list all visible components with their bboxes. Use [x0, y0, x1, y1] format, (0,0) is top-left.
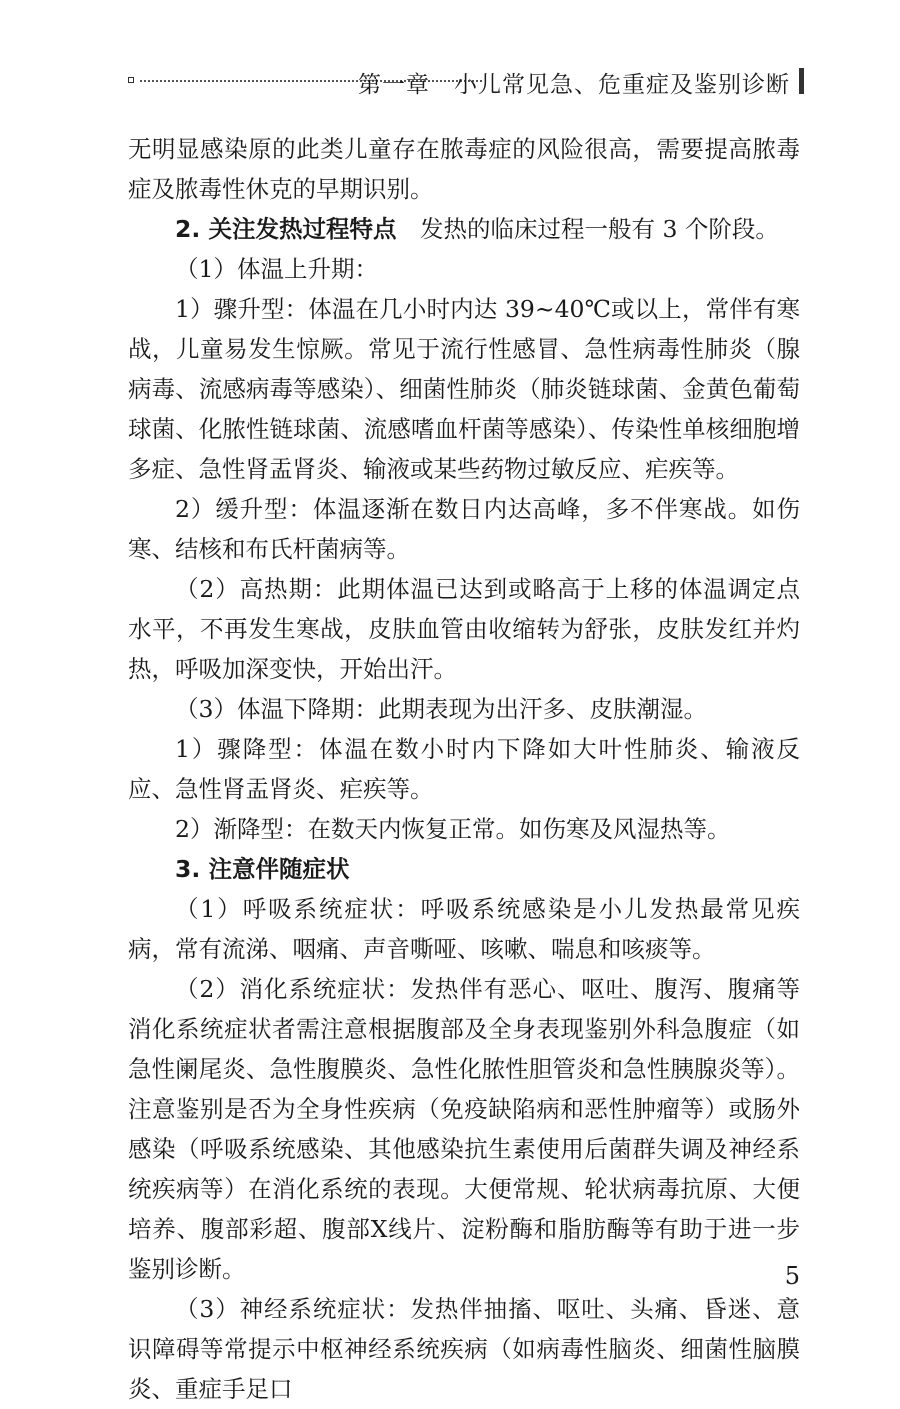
body-text	[128, 129, 800, 1409]
chapter-title: 第一章 小儿常见急、危重症及鉴别诊断	[358, 72, 790, 98]
header-square-marker	[128, 77, 134, 83]
paragraph: （1）体温上升期：	[175, 255, 378, 283]
paragraph: （2）消化系统症状：发热伴有恶心、呕吐、腹泻、腹痛等消化系统症状者需注意根据腹部及全身表现鉴别外科急腹症（如急性阑尾炎、急性腹膜炎、急性化脓性胆管炎和急性胰腺炎等）。注意鉴别是否为全身性疾病（免疫缺陷病和恶性肿瘤等）或肠外感染（呼吸系统感染、其他感染抗生素使用后菌群失调及神经系统疾病等）在消化系统的表现。大便常规、轮状病毒抗原、大便培养、腹部彩超、腹部X线片、淀粉酶和脂肪酶等有助于进一步鉴别诊断。	[128, 975, 800, 1283]
section-3-heading: 3. 注意伴随症状	[175, 855, 350, 883]
section-2-text: 发热的临床过程一般有 3 个阶段。	[396, 215, 779, 243]
paragraph: 1）骤升型：体温在几小时内达 39~40℃或以上，常伴有寒战，儿童易发生惊厥。常见于流行性感冒、急性病毒性肺炎（腺病毒、流感病毒等感染）、细菌性肺炎（肺炎链球菌、金黄色葡萄球菌、化脓性链球菌、流感嗜血杆菌等感染）、传染性单核细胞增多症、急性肾盂肾炎、输液或某些药物过敏反应、疟疾等。	[128, 295, 800, 483]
paragraph: （2）高热期：此期体温已达到或略高于上移的体温调定点水平，不再发生寒战，皮肤血管由收缩转为舒张，皮肤发红并灼热，呼吸加深变快，开始出汗。	[128, 575, 800, 683]
paragraph: （3）神经系统症状：发热伴抽搐、呕吐、头痛、昏迷、意识障碍等常提示中枢神经系统疾病（如病毒性脑炎、细菌性脑膜炎、重症手足口	[128, 1295, 800, 1403]
running-header	[128, 62, 804, 102]
paragraph: 2）缓升型：体温逐渐在数日内达高峰，多不伴寒战。如伤寒、结核和布氏杆菌病等。	[128, 495, 800, 563]
paragraph: 2）渐降型：在数天内恢复正常。如伤寒及风湿热等。	[175, 815, 731, 843]
section-3-paragraph	[128, 849, 800, 889]
paragraph-continuation: 无明显感染原的此类儿童存在脓毒症的风险很高，需要提高脓毒症及脓毒性休克的早期识别。	[128, 135, 800, 203]
paragraph: （3）体温下降期：此期表现为出汗多、皮肤潮湿。	[175, 695, 707, 723]
section-2-heading: 2. 关注发热过程特点	[175, 215, 397, 243]
paragraph: 1）骤降型：体温在数小时内下降如大叶性肺炎、输液反应、急性肾盂肾炎、疟疾等。	[128, 735, 800, 803]
header-end-bar	[799, 68, 804, 94]
page-number: 5	[784, 1262, 800, 1290]
section-2-paragraph	[128, 209, 800, 249]
paragraph: （1）呼吸系统症状：呼吸系统感染是小儿发热最常见疾病，常有流涕、咽痛、声音嘶哑、咳嗽、喘息和咳痰等。	[128, 895, 800, 963]
